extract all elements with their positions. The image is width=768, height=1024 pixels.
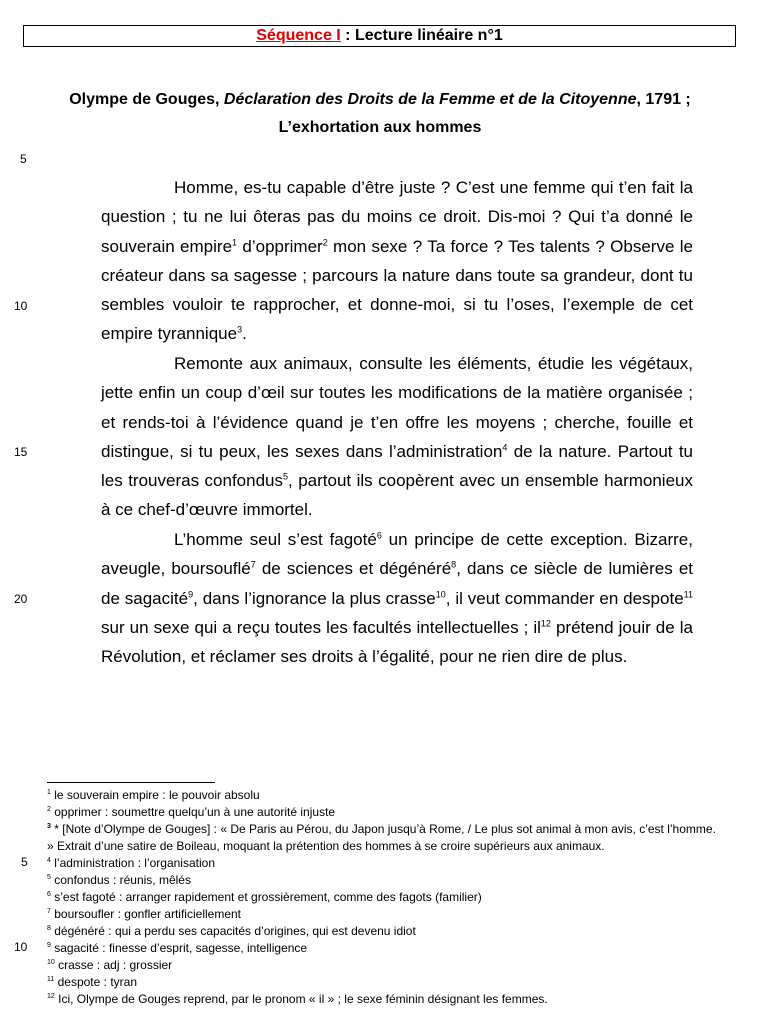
footnote-ref: 7	[250, 559, 256, 570]
text-span: de la nature. Partout tu les trouveras confondus	[101, 441, 693, 491]
footnote-text: despote : tyran	[54, 975, 137, 989]
footnote-7	[47, 906, 717, 923]
footnote-ref: 3	[237, 324, 243, 335]
footnote-2	[47, 804, 717, 821]
footnote-ref: 11	[683, 588, 693, 599]
footnote-8	[47, 923, 717, 940]
footnote-11	[47, 974, 717, 991]
footnote-number: 4	[47, 857, 51, 864]
text-span: , il veut commander en despote	[445, 588, 684, 608]
text-span: , partout ils coopèrent avec un ensemble harmonieux à ce chef-d’œuvre immortel.	[101, 471, 693, 520]
footnote-9	[47, 940, 717, 957]
footnote-5	[47, 872, 717, 889]
document-heading	[0, 91, 760, 109]
footnote-ref: 10	[435, 588, 446, 599]
paragraph-2	[101, 349, 693, 525]
footnote-text: * [Note d’Olympe de Gouges] : « De Paris au Pérou, du Japon jusqu’à Rome, / Le plus sot animal à mon avis, c’est l’homme. » Extrait d’une satire de Boileau, moquant la prétention des hommes à se croire supérieurs aux animaux.	[47, 822, 716, 853]
text-span: sur un sexe qui a reçu toutes les facultés intellectuelles ; il	[101, 617, 541, 637]
footnote-10	[47, 957, 717, 974]
footnote-number: 9	[47, 942, 51, 949]
document-subtitle: L’exhortation aux hommes	[278, 119, 482, 136]
footnote-number: 8	[47, 925, 51, 932]
footnote-text: dégénéré : qui a perdu ses capacités d’origines, qui est devenu idiot	[50, 924, 416, 938]
reading-label: : Lecture linéaire n°1	[340, 27, 503, 44]
footnotes	[47, 787, 717, 1008]
text-span: d’opprimer	[237, 236, 323, 256]
text-span: Homme, es-tu capable d’être juste ? C’est une femme qui t’en fait la question ; tu ne lui ôteras pas du moins ce droit. Dis-moi ? Qui t’a donné le souverain empire	[101, 178, 693, 256]
footnote-text: Ici, Olympe de Gouges reprend, par le pronom « il » ; le sexe féminin désignant les femmes.	[54, 992, 548, 1006]
line-number-15: 15	[14, 445, 28, 459]
footnote-ref: 6	[376, 530, 382, 541]
work-title: Déclaration des Droits de la Femme et de la Citoyenne	[223, 91, 637, 108]
sequence-title-box	[23, 25, 736, 47]
text-span: L’homme seul s’est fagoté	[174, 530, 377, 549]
footnote-separator	[47, 782, 215, 783]
text-span: , dans ce siècle de lumières et de sagacité	[101, 559, 694, 608]
footnote-number: 5	[47, 874, 51, 881]
line-number-20: 20	[14, 592, 28, 606]
text-span: de sciences et dégénéré	[255, 559, 452, 579]
footnote-text: le souverain empire : le pouvoir absolu	[50, 788, 260, 802]
footnote-line-number-5: 5	[21, 855, 28, 869]
text-span: .	[242, 324, 247, 344]
footnote-text: opprimer : soumettre quelqu’un à une autorité injuste	[50, 805, 336, 819]
footnote-ref: 8	[451, 559, 457, 570]
footnote-line-number-10: 10	[14, 940, 28, 954]
footnote-3	[47, 821, 717, 855]
footnote-4	[47, 855, 717, 872]
footnote-ref: 4	[502, 442, 508, 453]
footnote-6	[47, 889, 717, 906]
paragraph-1	[101, 173, 693, 349]
text-span: mon sexe ? Ta force ? Tes talents ? Observe le créateur dans sa sagesse ; parcours la nature dans toute sa grandeur, dont tu sembles vouloir te rapprocher, et donne-moi, si tu l’oses, l’exemple de cet empire tyrannique	[101, 236, 693, 344]
text-span: prétend jouir de la Révolution, et réclamer ses droits à l’égalité, pour ne rien dire de plus.	[101, 617, 693, 667]
footnote-ref: 9	[188, 588, 194, 599]
footnote-ref: 12	[540, 618, 551, 629]
footnote-text: crasse : adj : grossier	[54, 958, 173, 972]
text-span: , dans l’ignorance la plus crasse	[193, 588, 436, 608]
footnote-number: 7	[47, 908, 51, 915]
text-span: Remonte aux animaux, consulte les éléments, étudie les végétaux, jette enfin un coup d’œil sur toutes les modifications de la matière organisée ; et rends-toi à l’évidence quand je t’en offre les moyens ; cherche, fouille et distingue, si tu peux, les sexes dans l’administration	[101, 354, 693, 461]
author: Olympe de Gouges,	[69, 91, 224, 108]
footnote-text: confondus : réunis, mêlés	[50, 873, 191, 887]
footnote-12	[47, 991, 717, 1008]
footnote-text: l’administration : l’organisation	[50, 856, 215, 870]
line-number-5: 5	[20, 152, 27, 166]
line-number-10: 10	[14, 299, 28, 313]
footnote-number: 1	[47, 789, 51, 796]
text-span: un principe de cette exception. Bizarre, aveugle, boursouflé	[101, 530, 693, 579]
footnote-ref: 1	[232, 236, 238, 247]
footnote-number: 10	[47, 959, 55, 966]
footnote-ref: 5	[283, 471, 289, 482]
footnote-number: 11	[47, 976, 55, 983]
year: , 1791 ;	[636, 91, 691, 108]
footnote-1	[47, 787, 717, 804]
footnote-number: 3	[47, 823, 51, 830]
paragraph-3	[101, 525, 693, 671]
footnote-text: sagacité : finesse d’esprit, sagesse, intelligence	[50, 941, 308, 955]
footnote-number: 6	[47, 891, 51, 898]
footnote-number: 12	[47, 993, 55, 1000]
footnote-number: 2	[47, 806, 51, 813]
sequence-label: Séquence I	[256, 27, 341, 44]
footnote-text: s’est fagoté : arranger rapidement et grossièrement, comme des fagots (familier)	[50, 890, 482, 904]
footnote-ref: 2	[322, 236, 328, 247]
footnote-text: boursoufler : gonfler artificiellement	[50, 907, 241, 921]
